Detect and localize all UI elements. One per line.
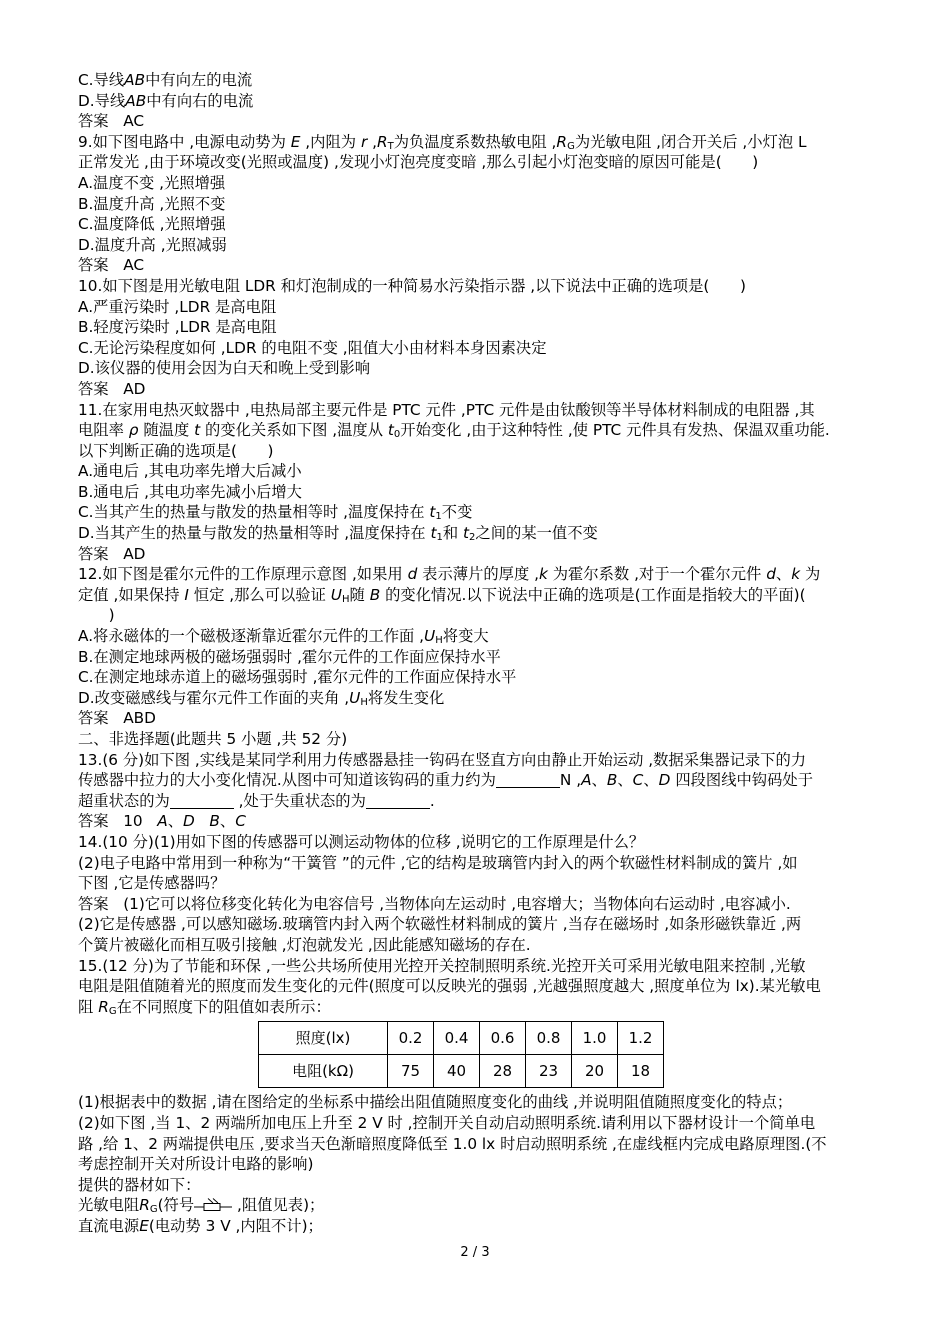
q15-part2-line3: 考虑控制开关对所设计电路的影响) (78, 1155, 314, 1174)
q15-part2-line2: 路 ,给 1、2 两端提供电压 ,要求当天色渐暗照度降低至 1.0 lx 时启动照明系统 ,在虚线框内完成电路原理图.(不 (78, 1134, 827, 1153)
q12-stem-line3: ) (78, 606, 115, 625)
q12-option-d: D.改变磁感线与霍尔元件工作面的夹角 $,U_H$将发生变化 (78, 688, 445, 708)
q13-answer: 答案 10 A、D B、C (78, 812, 246, 831)
q12-answer: 答案 ABD (78, 709, 156, 728)
table-header-cell: 电阻(kΩ) (259, 1055, 388, 1088)
q11-option-a: A.通电后 ,其电功率先增大后减小 (78, 462, 302, 481)
table-cell: 18 (618, 1055, 664, 1088)
q8-answer: 答案 AC (78, 112, 145, 131)
q10-option-d: D.该仪器的使用会因为白天和晚上受到影响 (78, 359, 370, 378)
q14-answer-line1: 答案 (1)它可以将位移变化转化为电容信号 ,当物体向左运动时 ,电容增大；当物体向右运动时 ,电容减小. (78, 894, 791, 913)
table-cell: 40 (434, 1055, 480, 1088)
table-cell: 0.2 (388, 1022, 434, 1055)
q15-stem-line3: 阻 $R_G$在不同照度下的阻值如表所示： (78, 997, 331, 1017)
q9-answer: 答案 AC (78, 256, 145, 275)
illuminance-resistance-table (258, 1021, 664, 1088)
q12-option-c: C.在测定地球赤道上的磁场强弱时 ,霍尔元件的工作面应保持水平 (78, 668, 517, 687)
page-number: 2 / 3 (460, 1245, 490, 1260)
table-header-cell: 照度(lx) (259, 1022, 388, 1055)
table-row (259, 1022, 664, 1055)
q15-stem-line2: 电阻是阻值随着光的照度而发生变化的元件(照度可以反映光的强弱 ,光越强照度越大 ,照度单位为 lx).某光敏电 (78, 977, 821, 996)
q12-stem-line1: 12.如下图是霍尔元件的工作原理示意图 ,如果用 d 表示薄片的厚度 ,k 为霍尔系数 ,对于一个霍尔元件 d、k 为 (78, 565, 821, 584)
section-heading: 二、非选择题(此题共 5 小题 ,共 52 分) (78, 730, 348, 748)
q9-option-c: C.温度降低 ,光照增强 (78, 215, 226, 234)
q12-stem-line2: 定值 ,如果保持 I 恒定 ,那么可以验证 $U_H$随 B 的变化情况.以下说法中正确的选项是(工作面是指较大的平面)( (78, 585, 806, 605)
table-cell: 0.8 (526, 1022, 572, 1055)
q13-stem-line3: 超重状态的为 ,处于失重状态的为 . (78, 791, 435, 810)
q11-answer: 答案 AD (78, 544, 146, 563)
q10-option-b: B.轻度污染时 ,LDR 是高电阻 (78, 318, 277, 337)
q12-option-a: A.将永磁体的一个磁极逐渐靠近霍尔元件的工作面 $,U_H$将变大 (78, 627, 489, 647)
q15-equipment-title: 提供的器材如下： (78, 1175, 201, 1194)
q11-stem-line3: 以下判断正确的选项是( ) (78, 441, 274, 460)
q11-option-d: D.当其产生的热量与散发的热量相等时 ,温度保持在 $t_1$和 $t_2$之间的某一值不变 (78, 524, 598, 544)
q8-option-d: D.导线AB中有向右的电流 (78, 91, 254, 110)
table-cell: 28 (480, 1055, 526, 1088)
q14-stem-line1: 14.(10 分)(1)用如下图的传感器可以测运动物体的位移 ,说明它的工作原理是什么？ (78, 832, 645, 851)
q13-stem-line2: 传感器中拉力的大小变化情况.从图中可知道该钩码的重力约为 N ,A、B、C、D 四段图线中钩码处于 (78, 771, 813, 790)
table-cell: 23 (526, 1055, 572, 1088)
q15-part1: (1)根据表中的数据 ,请在图给定的坐标系中描绘出阻值随照度变化的曲线 ,并说明阻值随照度变化的特点； (78, 1093, 793, 1112)
q13-stem-line1: 13.(6 分)如下图 ,实线是某同学利用力传感器悬挂一钩码在竖直方向由静止开始运动 ,数据采集器记录下的力 (78, 750, 807, 769)
table-row (259, 1055, 664, 1088)
document-body (78, 70, 884, 1236)
q9-stem-line2: 正常发光 ,由于环境改变(光照或温度) ,发现小灯泡亮度变暗 ,那么引起小灯泡变暗的原因可能是( ) (78, 153, 759, 172)
q11-stem-line1: 11.在家用电热灭蚊器中 ,电热局部主要元件是 PTC 元件 ,PTC 元件是由钛酸钡等半导体材料制成的电阻器 ,其 (78, 400, 815, 419)
table-cell: 1.0 (572, 1022, 618, 1055)
table-cell: 0.6 (480, 1022, 526, 1055)
q9-option-b: B.温度升高 ,光照不变 (78, 194, 226, 213)
q11-stem-line2: 电阻率 ρ 随温度 t 的变化关系如下图 ,温度从 $t_0$开始变化 ,由于这种特性 ,使 PTC 元件具有发热、保温双重功能. (78, 421, 830, 441)
answer-blank[interactable] (170, 794, 234, 809)
table-cell: 1.2 (618, 1022, 664, 1055)
q10-option-c: C.无论污染程度如何 ,LDR 的电阻不变 ,阻值大小由材料本身因素决定 (78, 338, 547, 357)
q14-answer-line3: 个簧片被磁化而相互吸引接触 ,灯泡就发光 ,因此能感知磁场的存在. (78, 935, 531, 954)
q10-option-a: A.严重污染时 ,LDR 是高电阻 (78, 297, 277, 316)
q14-stem-line2: (2)电子电路中常用到一种称为“干簧管 ”的元件 ,它的结构是玻璃管内封入的两个软磁性材料制成的簧片 ,如 (78, 853, 798, 872)
q8-option-c: C.导线AB中有向左的电流 (78, 71, 253, 89)
q14-stem-line3: 下图 ,它是传感器吗？ (78, 874, 226, 893)
q15-equipment-2: 直流电源E(电动势 3 V ,内阻不计)； (78, 1216, 323, 1235)
table-cell: 75 (388, 1055, 434, 1088)
q14-answer-line2: (2)它是传感器 ,可以感知磁场.玻璃管内封入两个软磁性材料制成的簧片 ,当存在磁场时 ,如条形磁铁靠近 ,两 (78, 915, 802, 934)
q10-answer: 答案 AD (78, 379, 146, 398)
q9-option-a: A.温度不变 ,光照增强 (78, 173, 226, 192)
q10-stem: 10.如下图是用光敏电阻 LDR 和灯泡制成的一种简易水污染指示器 ,以下说法中正确的选项是( ) (78, 276, 746, 295)
answer-blank[interactable] (496, 773, 560, 788)
q9-option-d: D.温度升高 ,光照减弱 (78, 235, 227, 254)
q11-option-b: B.通电后 ,其电功率先减小后增大 (78, 482, 302, 501)
q15-equipment-1: 光敏电阻$R_G$(符号 ,阻值见表)； (78, 1196, 325, 1216)
table-cell: 20 (572, 1055, 618, 1088)
q12-option-b: B.在测定地球两极的磁场强弱时 ,霍尔元件的工作面应保持水平 (78, 647, 501, 666)
q15-stem-line1: 15.(12 分)为了节能和环保 ,一些公共场所使用光控开关控制照明系统.光控开关可采用光敏电阻来控制 ,光敏 (78, 956, 806, 975)
photoresistor-symbol-icon (194, 1198, 232, 1212)
q9-stem-line1: 9.如下图电路中 ,电源电动势为 E ,内阻为 r $,R_T$为负温度系数热敏电阻 $,R_G$为光敏电阻 ,闭合开关后 ,小灯泡 L (78, 132, 807, 152)
answer-blank[interactable] (366, 794, 430, 809)
table-cell: 0.4 (434, 1022, 480, 1055)
q11-option-c: C.当其产生的热量与散发的热量相等时 ,温度保持在 $t_1$不变 (78, 503, 473, 523)
q15-part2-line1: (2)如下图 ,当 1、2 两端所加电压上升至 2 V 时 ,控制开关自动启动照明系统.请利用以下器材设计一个简单电 (78, 1113, 816, 1132)
